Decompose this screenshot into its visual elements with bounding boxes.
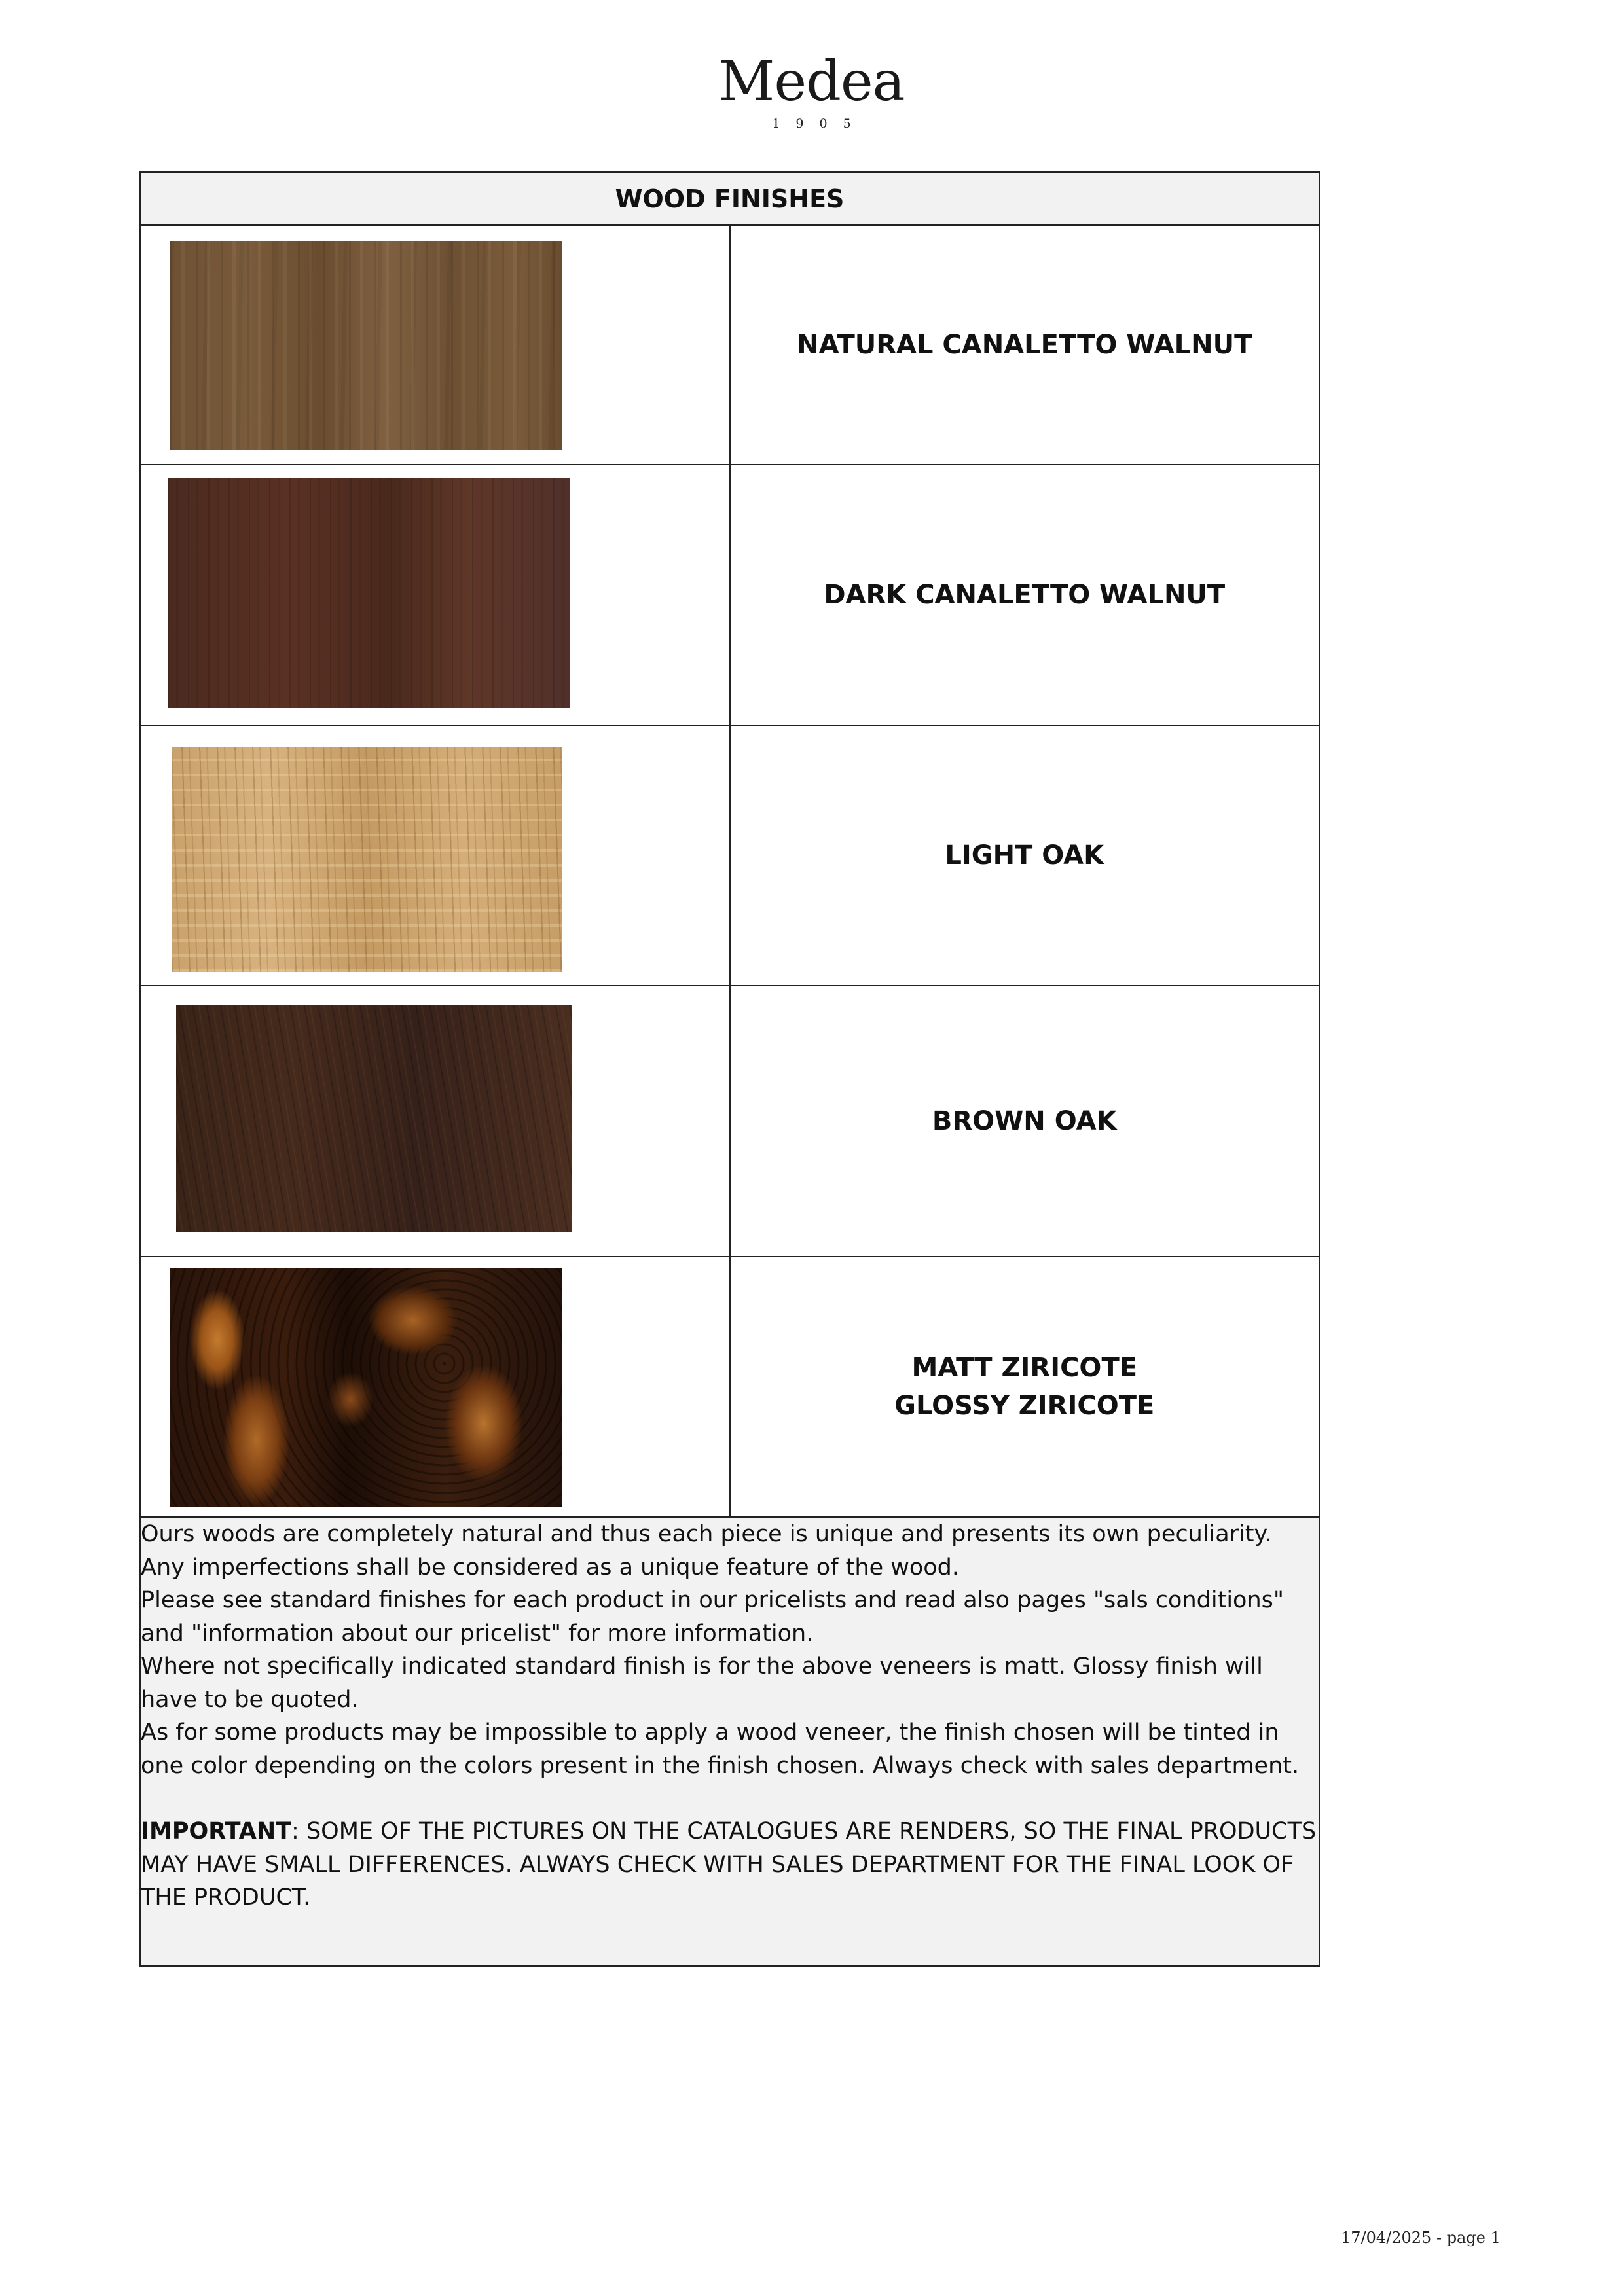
brand-logo <box>0 49 1623 131</box>
notes-row <box>140 1517 1319 1966</box>
important-text: THE PRODUCT. <box>141 1884 311 1910</box>
swatch-cell <box>140 725 730 986</box>
important-label: IMPORTANT <box>141 1818 292 1844</box>
finish-row <box>140 725 1319 986</box>
finish-row <box>140 986 1319 1257</box>
finish-name <box>730 1257 1320 1517</box>
note-line: Ours woods are completely natural and thus each piece is unique and presents its own peculiarity. <box>141 1521 1272 1547</box>
finish-row <box>140 225 1319 465</box>
note-line: have to be quoted. <box>141 1686 359 1713</box>
table-title: WOOD FINISHES <box>140 172 1319 225</box>
swatch-cell <box>140 225 730 465</box>
notes-cell <box>140 1517 1319 1966</box>
dark-canaletto-walnut-swatch <box>168 478 570 708</box>
finish-name: LIGHT OAK <box>730 725 1320 986</box>
finish-name: BROWN OAK <box>730 986 1320 1257</box>
important-notice <box>141 1815 1319 1848</box>
wood-finishes-table <box>139 171 1320 1967</box>
note-line: Please see standard finishes for each product in our pricelists and read also pages "sals conditions" <box>141 1587 1284 1613</box>
note-line: and "information about our pricelist" for more information. <box>141 1620 814 1647</box>
natural-canaletto-walnut-swatch <box>170 241 562 450</box>
finish-name: DARK CANALETTO WALNUT <box>730 465 1320 725</box>
finish-name-line: GLOSSY ZIRICOTE <box>894 1391 1155 1421</box>
page-footer: 17/04/2025 - page 1 <box>1341 2229 1501 2247</box>
swatch-cell <box>140 465 730 725</box>
note-line: Any imperfections shall be considered as a unique feature of the wood. <box>141 1554 960 1581</box>
important-text: : SOME OF THE PICTURES ON THE CATALOGUES ARE RENDERS, SO THE FINAL PRODUCTS <box>291 1818 1317 1844</box>
important-text: MAY HAVE SMALL DIFFERENCES. ALWAYS CHECK WITH SALES DEPARTMENT FOR THE FINAL LOOK OF <box>141 1851 1294 1878</box>
finish-row <box>140 465 1319 725</box>
note-line: one color depending on the colors present in the finish chosen. Always check with sales department. <box>141 1752 1300 1779</box>
brown-oak-swatch <box>176 1005 572 1232</box>
note-line: As for some products may be impossible to apply a wood veneer, the finish chosen will be tinted in <box>141 1719 1279 1746</box>
brand-name: Medea <box>718 49 905 113</box>
swatch-cell <box>140 1257 730 1517</box>
note-line: Where not specifically indicated standard finish is for the above veneers is matt. Glossy finish will <box>141 1653 1263 1679</box>
swatch-cell <box>140 986 730 1257</box>
table-header-row <box>140 172 1319 225</box>
ziricote-swatch <box>170 1268 562 1507</box>
light-oak-swatch <box>172 747 562 972</box>
brand-year: 1905 <box>772 117 867 131</box>
finish-name: NATURAL CANALETTO WALNUT <box>730 225 1320 465</box>
finish-name-line: MATT ZIRICOTE <box>911 1353 1138 1383</box>
finish-row <box>140 1257 1319 1517</box>
